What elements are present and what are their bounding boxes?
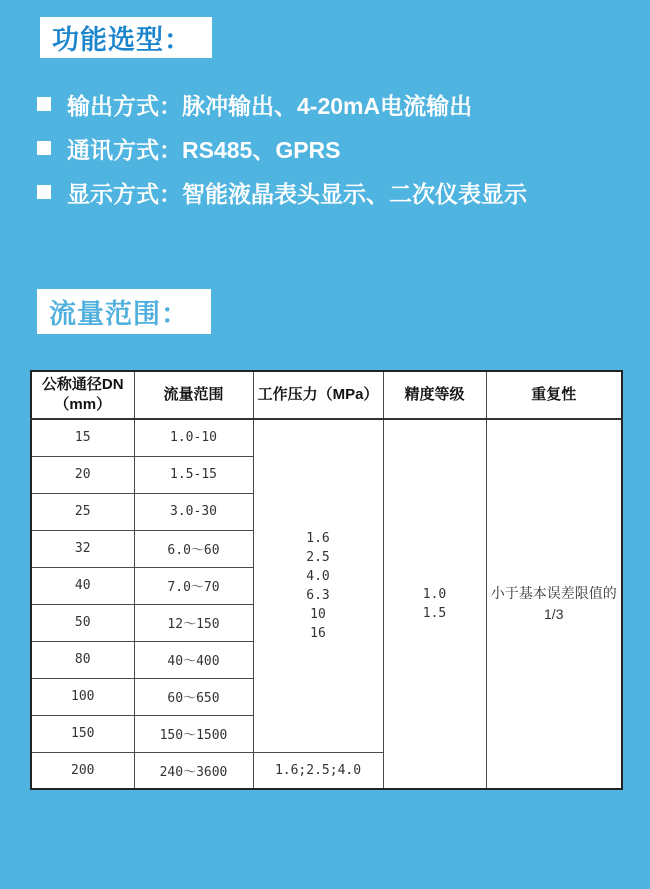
accuracy-value-line: 1.5: [422, 606, 447, 621]
pressure-value-line: 4.0: [306, 568, 330, 584]
col-header-dn-line1: 公称通径DN: [41, 375, 124, 393]
bullet-text: 输出方式：脉冲输出、4-20mA电流输出: [67, 92, 473, 119]
cell-flow-range: 60～650: [134, 678, 253, 715]
bullet-item-communication: [37, 126, 627, 170]
pressure-value-line: 2.5: [306, 549, 330, 565]
pressure-value-line: 10: [310, 606, 326, 622]
cell-flow-range: 6.0～60: [134, 530, 253, 567]
bullet-item-display: [37, 170, 627, 214]
pressure-value-line: 1.6: [306, 530, 330, 546]
accuracy-value-line: 1.0: [422, 587, 447, 602]
pressure-value-line: 16: [310, 625, 326, 641]
function-section-title: 功能选型：: [40, 17, 212, 58]
cell-dn: 15: [31, 419, 134, 456]
cell-flow-range: 240～3600: [134, 752, 253, 789]
cell-flow-range: 12～150: [134, 604, 253, 641]
col-header-repeatability: 重复性: [486, 371, 622, 419]
pressure-value-line: 6.3: [306, 587, 330, 603]
col-header-accuracy: 精度等级: [383, 371, 486, 419]
cell-dn: 100: [31, 678, 134, 715]
flow-range-table: [30, 370, 623, 790]
cell-flow-range: 1.5-15: [134, 456, 253, 493]
bullet-square-icon: [37, 97, 51, 111]
cell-pressure-common: [253, 419, 383, 752]
table-row: [31, 419, 622, 456]
cell-dn: 200: [31, 752, 134, 789]
cell-dn: 150: [31, 715, 134, 752]
cell-flow-range: 7.0～70: [134, 567, 253, 604]
table-header-row: [31, 371, 622, 419]
col-header-pressure: 工作压力（MPa）: [253, 371, 383, 419]
cell-dn: 25: [31, 493, 134, 530]
cell-flow-range: 150～1500: [134, 715, 253, 752]
cell-dn: 32: [31, 530, 134, 567]
cell-flow-range: 3.0-30: [134, 493, 253, 530]
cell-flow-range: 40～400: [134, 641, 253, 678]
cell-flow-range: 1.0-10: [134, 419, 253, 456]
bullet-square-icon: [37, 185, 51, 199]
cell-pressure-dn200: 1.6;2.5;4.0: [253, 752, 383, 789]
cell-accuracy: [383, 419, 486, 789]
col-header-dn-line2: （mm）: [54, 396, 112, 413]
cell-dn: 20: [31, 456, 134, 493]
function-bullet-list: [37, 82, 627, 214]
bullet-square-icon: [37, 141, 51, 155]
col-header-flow-range: 流量范围: [134, 371, 253, 419]
col-header-dn: [31, 371, 134, 419]
flow-section-title: 流量范围：: [37, 289, 211, 334]
bullet-text: 通讯方式：RS485、GPRS: [67, 136, 341, 163]
bullet-text: 显示方式：智能液晶表头显示、二次仪表显示: [67, 180, 527, 207]
cell-dn: 40: [31, 567, 134, 604]
bullet-item-output: [37, 82, 627, 126]
cell-repeatability: 小于基本误差限值的1/3: [486, 419, 622, 789]
cell-dn: 50: [31, 604, 134, 641]
cell-dn: 80: [31, 641, 134, 678]
